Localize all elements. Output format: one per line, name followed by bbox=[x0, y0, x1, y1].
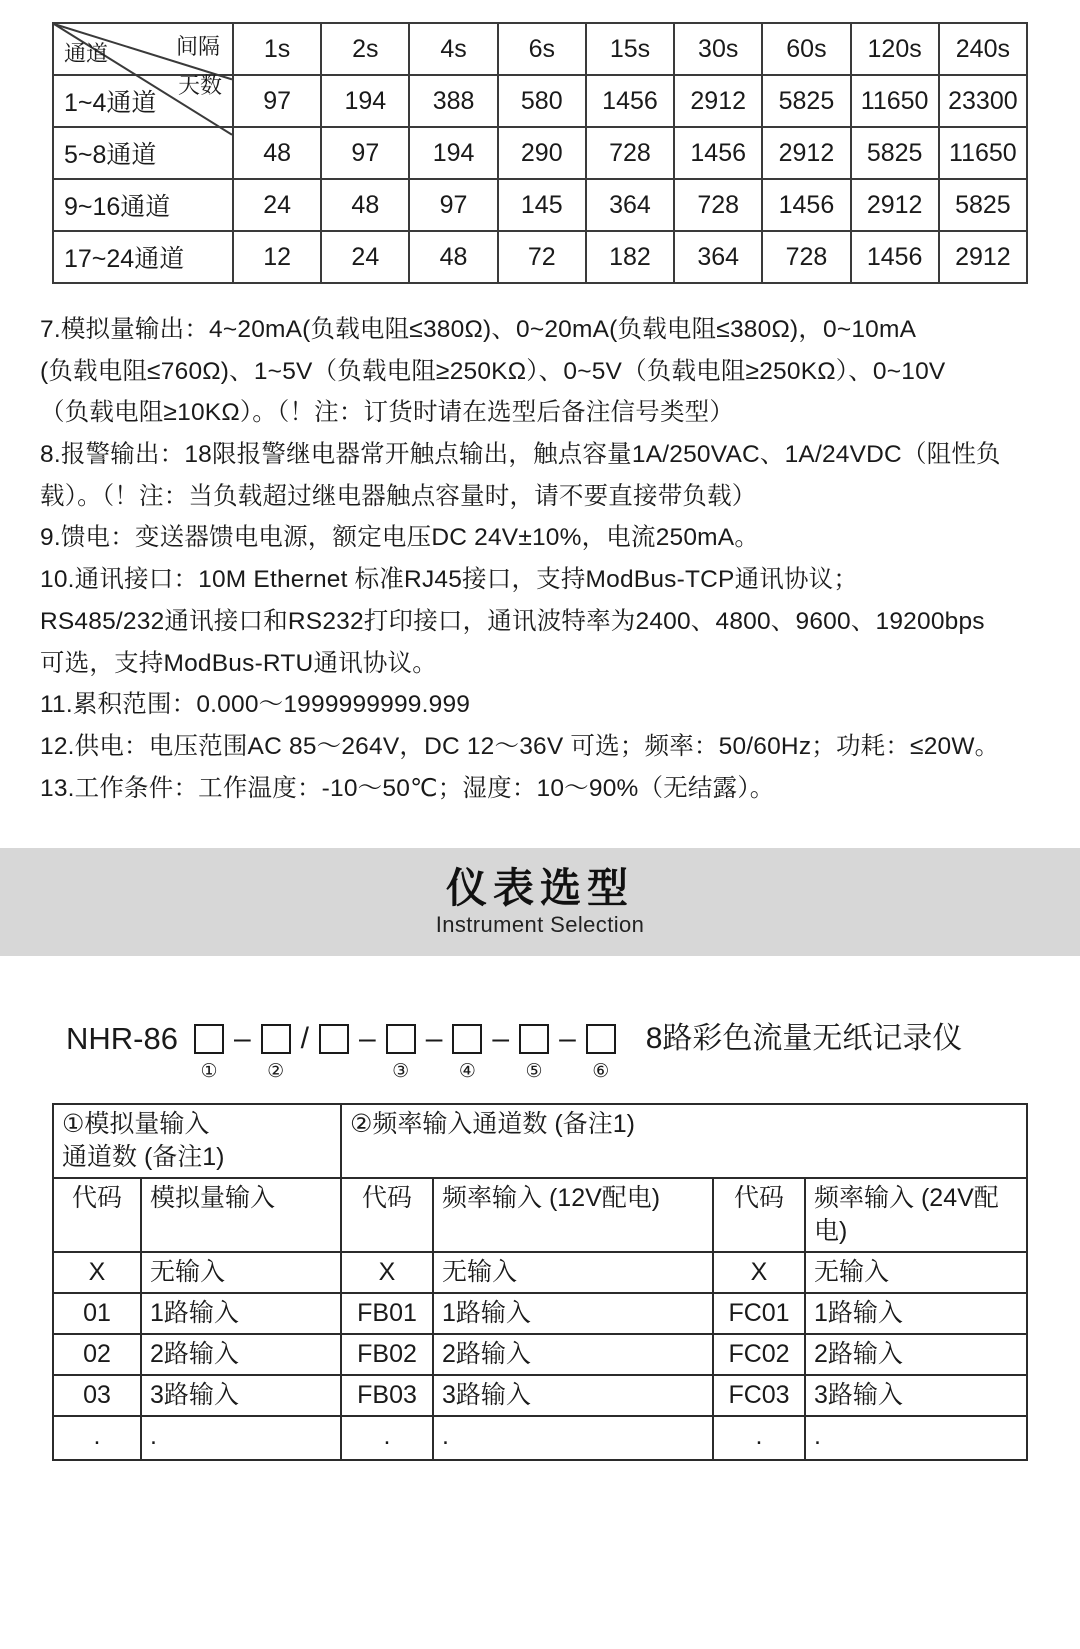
cell: 97 bbox=[233, 75, 321, 127]
model-separator: – bbox=[492, 1022, 510, 1056]
banner-title-en: Instrument Selection bbox=[435, 911, 645, 937]
cell-code: FB02 bbox=[341, 1334, 433, 1375]
cell: 48 bbox=[409, 231, 497, 283]
cell-text: . bbox=[805, 1416, 1027, 1460]
model-separator: / bbox=[300, 1022, 309, 1056]
cell-code: . bbox=[53, 1416, 141, 1460]
spec-line: 8.报警输出：18限报警继电器常开触点输出，触点容量1A/250VAC、1A/24VDC（阻性负 bbox=[40, 441, 1001, 469]
col-header: 60s bbox=[762, 23, 850, 75]
corner-label-channel: 通道 bbox=[64, 41, 109, 66]
model-prefix: NHR-86 bbox=[66, 1021, 178, 1057]
cell: 24 bbox=[233, 179, 321, 231]
cell-text: 1路输入 bbox=[141, 1293, 341, 1334]
col-header: 120s bbox=[851, 23, 939, 75]
table-row bbox=[53, 231, 1027, 283]
group1-title-line1: ①模拟量输入 bbox=[62, 1110, 210, 1139]
table-row bbox=[53, 1293, 1027, 1334]
cell: 1456 bbox=[762, 179, 850, 231]
cell-code: . bbox=[341, 1416, 433, 1460]
model-slot-number: ④ bbox=[458, 1061, 476, 1083]
model-slot-box bbox=[586, 1024, 616, 1054]
cell: 194 bbox=[409, 127, 497, 179]
model-slots bbox=[186, 1016, 624, 1083]
cell-text: 无输入 bbox=[141, 1252, 341, 1293]
cell-text: 2路输入 bbox=[141, 1334, 341, 1375]
cell-code: . bbox=[713, 1416, 805, 1460]
cell: 2912 bbox=[762, 127, 850, 179]
col-header: 1s bbox=[233, 23, 321, 75]
row-label: 5~8通道 bbox=[53, 127, 233, 179]
cell: 364 bbox=[674, 231, 762, 283]
spec-line: 13.工作条件：工作温度：-10～50℃；湿度：10～90%（无结露）。 bbox=[40, 774, 775, 802]
model-slot-box bbox=[261, 1024, 291, 1054]
model-separator: – bbox=[233, 1022, 251, 1056]
group1-title-line2: 通道数 (备注1) bbox=[62, 1143, 225, 1172]
cell-code: FC03 bbox=[713, 1375, 805, 1416]
model-slot-box bbox=[452, 1024, 482, 1054]
model-slot-number: ⑤ bbox=[525, 1061, 543, 1083]
col-header: 6s bbox=[498, 23, 586, 75]
cell: 48 bbox=[233, 127, 321, 179]
model-separator: – bbox=[559, 1022, 576, 1056]
corner-label-days: 天数 bbox=[177, 73, 222, 98]
cell: 72 bbox=[498, 231, 586, 283]
row-label: 1~4通道 bbox=[53, 75, 233, 127]
model-separator: – bbox=[359, 1022, 376, 1056]
table-row bbox=[53, 179, 1027, 231]
cell: 2912 bbox=[939, 231, 1027, 283]
selection-table bbox=[52, 1103, 1028, 1461]
cell-text: 3路输入 bbox=[141, 1375, 341, 1416]
spec-line: 可选，支持ModBus-RTU通讯协议。 bbox=[40, 649, 437, 677]
cell: 97 bbox=[409, 179, 497, 231]
cell-code: X bbox=[341, 1252, 433, 1293]
cell: 12 bbox=[233, 231, 321, 283]
model-slot-number: ① bbox=[200, 1061, 218, 1083]
cell-text: 无输入 bbox=[805, 1252, 1027, 1293]
cell-code: FB03 bbox=[341, 1375, 433, 1416]
col-header-code-1: 代码 bbox=[53, 1178, 141, 1252]
model-description: 8路彩色流量无纸记录仪 bbox=[645, 1022, 963, 1056]
cell: 48 bbox=[321, 179, 409, 231]
corner-diagonal-cell bbox=[53, 23, 233, 98]
cell: 364 bbox=[586, 179, 674, 231]
cell-code: FB01 bbox=[341, 1293, 433, 1334]
cell: 11650 bbox=[851, 75, 939, 127]
group1-title bbox=[53, 1104, 341, 1178]
section-banner bbox=[0, 848, 1080, 956]
group2-title: ②频率输入通道数 (备注1) bbox=[341, 1104, 1027, 1178]
cell: 24 bbox=[321, 231, 409, 283]
model-slot-number: ② bbox=[267, 1061, 285, 1083]
cell: 194 bbox=[321, 75, 409, 127]
model-slot-1 bbox=[186, 1016, 232, 1083]
col-header: 2s bbox=[321, 23, 409, 75]
spec-line: 11.累积范围：0.000～1999999999.999 bbox=[40, 691, 471, 719]
table-row bbox=[53, 1252, 1027, 1293]
cell: 580 bbox=[498, 75, 586, 127]
cell: 5825 bbox=[939, 179, 1027, 231]
spec-line: （负载电阻≥10KΩ）。（！注：订货时请在选型后备注信号类型） bbox=[40, 399, 735, 427]
selection-table-section bbox=[0, 1083, 1080, 1461]
model-separator: – bbox=[425, 1022, 443, 1056]
model-code-line bbox=[0, 1016, 1080, 1083]
corner-label-interval: 间隔 bbox=[175, 34, 220, 59]
cell-text: 1路输入 bbox=[805, 1293, 1027, 1334]
cell-code: FC02 bbox=[713, 1334, 805, 1375]
cell: 11650 bbox=[939, 127, 1027, 179]
selection-column-header-row bbox=[53, 1178, 1027, 1252]
cell-code: FC01 bbox=[713, 1293, 805, 1334]
model-slot-2 bbox=[253, 1016, 299, 1083]
selection-group-header-row bbox=[53, 1104, 1027, 1178]
col-header: 4s bbox=[409, 23, 497, 75]
col-header: 240s bbox=[939, 23, 1027, 75]
col-header-analog-input: 模拟量输入 bbox=[141, 1178, 341, 1252]
cell-text: . bbox=[433, 1416, 713, 1460]
model-slot-7 bbox=[578, 1016, 624, 1083]
cell: 728 bbox=[586, 127, 674, 179]
row-label: 17~24通道 bbox=[53, 231, 233, 283]
cell: 290 bbox=[498, 127, 586, 179]
model-slot-number: ⑥ bbox=[592, 1061, 610, 1083]
model-slot-box bbox=[319, 1024, 349, 1054]
cell: 182 bbox=[586, 231, 674, 283]
cell-text: 1路输入 bbox=[433, 1293, 713, 1334]
cell: 1456 bbox=[851, 231, 939, 283]
model-slot-4 bbox=[378, 1016, 424, 1083]
model-slot-box bbox=[386, 1024, 416, 1054]
cell: 97 bbox=[321, 127, 409, 179]
spec-line: 12.供电：电压范围AC 85～264V，DC 12～36V 可选；频率：50/60Hz；功耗：≤20W。 bbox=[40, 732, 1000, 760]
spec-line: 7.模拟量输出：4~20mA(负载电阻≤380Ω)、0~20mA(负载电阻≤380Ω)，0~10mA bbox=[40, 316, 917, 343]
cell-text: 3路输入 bbox=[433, 1375, 713, 1416]
model-code-section bbox=[0, 956, 1080, 1083]
banner-title-cn: 仪表选型 bbox=[446, 864, 634, 911]
table-row bbox=[53, 1375, 1027, 1416]
cell-code: 01 bbox=[53, 1293, 141, 1334]
spec-line: RS485/232通讯接口和RS232打印接口，通讯波特率为2400、4800、9600、19200bps bbox=[40, 607, 985, 635]
interval-table-section bbox=[0, 0, 1080, 284]
cell-text: . bbox=[141, 1416, 341, 1460]
model-slot-number: ③ bbox=[392, 1061, 410, 1083]
cell: 728 bbox=[674, 179, 762, 231]
cell: 23300 bbox=[939, 75, 1027, 127]
cell: 145 bbox=[498, 179, 586, 231]
cell-code: X bbox=[53, 1252, 141, 1293]
model-slot-5 bbox=[444, 1016, 490, 1083]
cell-text: 无输入 bbox=[433, 1252, 713, 1293]
cell-code: X bbox=[713, 1252, 805, 1293]
cell: 728 bbox=[762, 231, 850, 283]
table-row bbox=[53, 1416, 1027, 1460]
model-slot-box bbox=[194, 1024, 224, 1054]
model-slot-box bbox=[519, 1024, 549, 1054]
cell-text: 3路输入 bbox=[805, 1375, 1027, 1416]
spec-line: (负载电阻≤760Ω)、1~5V（负载电阻≥250KΩ）、0~5V（负载电阻≥250KΩ）、0~10V bbox=[40, 357, 946, 385]
table-header-row bbox=[53, 23, 1027, 75]
cell-code: 03 bbox=[53, 1375, 141, 1416]
col-header-freq-24v: 频率输入 (24V配电) bbox=[805, 1178, 1027, 1252]
col-header: 15s bbox=[586, 23, 674, 75]
spec-line: 载）。（！注：当负载超过继电器触点容量时，请不要直接带负载） bbox=[40, 482, 757, 510]
table-row bbox=[53, 1334, 1027, 1375]
spec-line: 10.通讯接口：10M Ethernet 标准RJ45接口，支持ModBus-TCP通讯协议； bbox=[40, 566, 859, 594]
model-slot-3 bbox=[311, 1016, 357, 1060]
model-slot-6 bbox=[511, 1016, 557, 1083]
cell: 1456 bbox=[674, 127, 762, 179]
specifications-section bbox=[0, 284, 1080, 820]
table-row bbox=[53, 127, 1027, 179]
cell: 388 bbox=[409, 75, 497, 127]
col-header: 30s bbox=[674, 23, 762, 75]
cell: 5825 bbox=[762, 75, 850, 127]
cell: 1456 bbox=[586, 75, 674, 127]
recording-interval-table bbox=[52, 22, 1028, 284]
cell: 5825 bbox=[851, 127, 939, 179]
cell-code: 02 bbox=[53, 1334, 141, 1375]
spec-line: 9.馈电：变送器馈电电源，额定电压DC 24V±10%，电流250mA。 bbox=[40, 524, 760, 552]
cell: 2912 bbox=[851, 179, 939, 231]
col-header-freq-12v: 频率输入 (12V配电) bbox=[433, 1178, 713, 1252]
col-header-code-3: 代码 bbox=[713, 1178, 805, 1252]
cell: 2912 bbox=[674, 75, 762, 127]
col-header-code-2: 代码 bbox=[341, 1178, 433, 1252]
row-label: 9~16通道 bbox=[53, 179, 233, 231]
cell-text: 2路输入 bbox=[805, 1334, 1027, 1375]
cell-text: 2路输入 bbox=[433, 1334, 713, 1375]
